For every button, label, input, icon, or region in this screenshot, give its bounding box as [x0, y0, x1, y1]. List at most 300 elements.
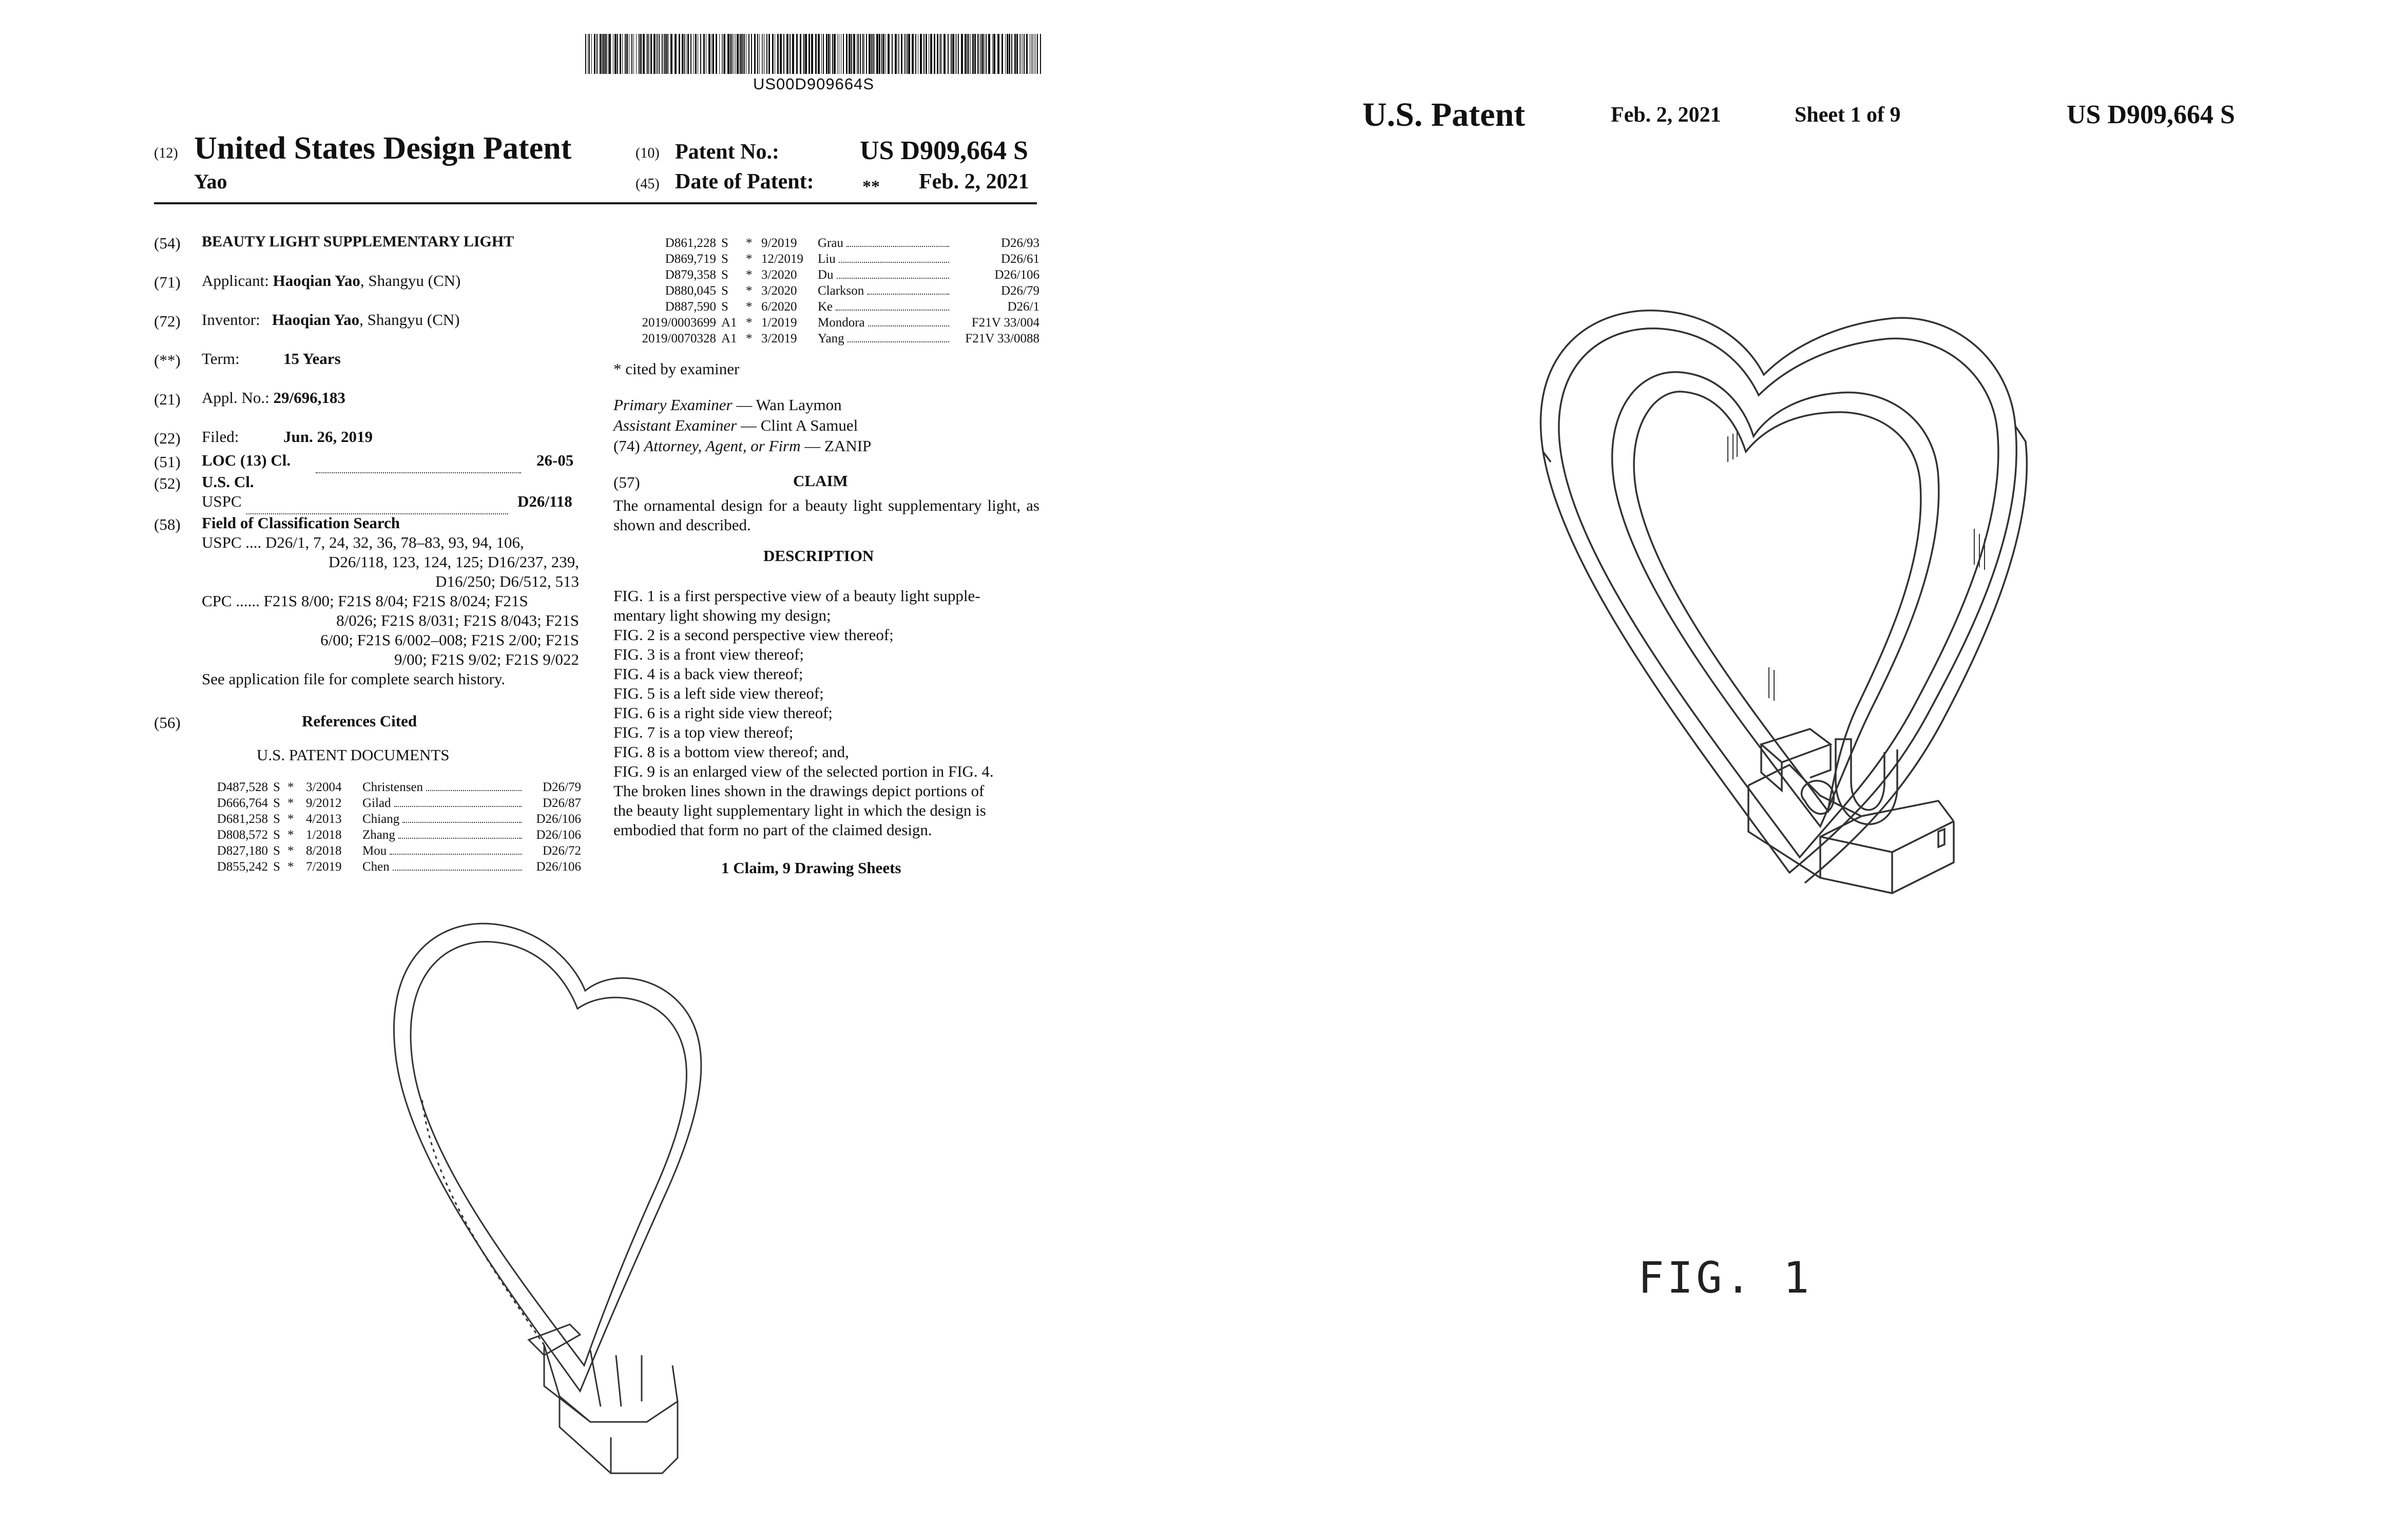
- barcode-bar: [622, 34, 623, 74]
- inventor-name: Haoqian Yao: [272, 311, 360, 329]
- barcode-bar: [1020, 34, 1021, 74]
- barcode-bar: [803, 34, 804, 74]
- ref-date: 3/2004: [306, 780, 342, 794]
- barcode-bar: [881, 34, 882, 74]
- barcode-bar: [602, 34, 603, 74]
- barcode-bar: [675, 34, 677, 74]
- ref-name: [818, 315, 952, 331]
- barcode-bar: [609, 34, 611, 74]
- barcode-bar: [940, 34, 941, 74]
- ref-name-text: Mou: [362, 844, 387, 858]
- barcode-bar: [664, 34, 665, 74]
- date-of-patent-label: Date of Patent:: [675, 170, 814, 194]
- description-line: FIG. 3 is a front view thereof;: [613, 645, 804, 663]
- field-code: (**): [154, 351, 181, 369]
- ref-number: D879,358: [665, 268, 716, 282]
- description-line: The broken lines shown in the drawings depict portions of: [613, 782, 985, 800]
- ref-name-text: Yang: [818, 332, 844, 345]
- barcode-bar: [834, 34, 836, 74]
- attorney-agent: [613, 436, 871, 456]
- barcode-bar: [764, 34, 765, 74]
- ref-kind: S: [721, 284, 728, 298]
- references-table-right: [613, 235, 1039, 346]
- ref-cited-mark: *: [746, 268, 753, 282]
- ref-kind: S: [721, 236, 728, 250]
- barcode-bar: [912, 34, 914, 74]
- ref-name-text: Clarkson: [818, 284, 864, 298]
- description-text: [613, 586, 1039, 840]
- figure-1-drawing: [1502, 287, 2231, 1099]
- ref-number: 2019/0003699: [642, 316, 716, 330]
- barcode-bar: [958, 34, 959, 74]
- barcode-bar: [780, 34, 782, 74]
- barcode-bar: [730, 34, 731, 74]
- barcode-bar: [1011, 34, 1012, 74]
- barcode-bar: [967, 34, 968, 74]
- date-code: (45): [635, 176, 660, 192]
- ref-name-text: Mondora: [818, 316, 865, 330]
- claim-text: The ornamental design for a beauty light supplementary light, as shown and described.: [613, 496, 1039, 534]
- barcode-bar: [974, 34, 976, 74]
- barcode-bar: [1007, 34, 1008, 74]
- barcode-bar: [740, 34, 742, 74]
- ref-class: D26/93: [1001, 236, 1039, 250]
- barcode-bar: [646, 34, 647, 74]
- references-table-left: [191, 779, 581, 875]
- inventor-label: Inventor:: [202, 311, 260, 329]
- reference-row: [613, 315, 1039, 331]
- ref-date: 4/2013: [306, 812, 342, 826]
- ref-name: [818, 331, 952, 346]
- ref-date: 3/2020: [761, 268, 797, 282]
- ref-number: D487,528: [217, 780, 268, 794]
- barcode-bar: [662, 34, 663, 74]
- barcode-bar: [640, 34, 642, 74]
- us-cl-label: U.S. Cl.: [202, 473, 254, 491]
- barcode-bar: [731, 34, 733, 74]
- ref-number: D808,572: [217, 828, 268, 842]
- barcode-bar: [687, 34, 689, 74]
- date-of-patent: Feb. 2, 2021: [919, 170, 1029, 194]
- ref-cited-mark: *: [746, 316, 753, 330]
- barcode-bar: [600, 34, 601, 74]
- barcode-bar: [1002, 34, 1003, 74]
- field-code: (74): [613, 437, 640, 455]
- claims-sheets-summary: 1 Claim, 9 Drawing Sheets: [721, 859, 901, 877]
- barcode-bar: [617, 34, 618, 74]
- ref-name: [818, 235, 952, 251]
- patent-number: US D909,664 S: [860, 136, 1028, 165]
- sheet-header-sheet: Sheet 1 of 9: [1795, 103, 1901, 127]
- ref-class: D26/106: [536, 860, 581, 874]
- reference-row: [191, 795, 581, 811]
- barcode-bar: [748, 34, 749, 74]
- barcode-bar: [589, 34, 590, 74]
- header-rule: [154, 202, 1037, 204]
- primary-examiner-name: — Wan Laymon: [736, 396, 842, 414]
- barcode-bar: [792, 34, 794, 74]
- search-history-note: See application file for complete search history.: [202, 670, 506, 688]
- ref-date: 7/2019: [306, 860, 342, 874]
- ref-cited-mark: *: [746, 252, 753, 266]
- barcode-bar: [796, 34, 798, 74]
- ref-date: 12/2019: [761, 252, 803, 266]
- ref-class: F21V 33/0088: [965, 332, 1039, 345]
- barcode-bar: [650, 34, 652, 74]
- ref-kind: S: [273, 844, 280, 858]
- barcode-bar: [846, 34, 848, 74]
- ref-number: D869,719: [665, 252, 716, 266]
- ref-name: [362, 811, 525, 827]
- barcode-bar: [818, 34, 820, 74]
- reference-row: [191, 827, 581, 843]
- barcode-bar: [826, 34, 827, 74]
- ref-class: D26/87: [543, 796, 581, 810]
- barcode-bar: [860, 34, 861, 74]
- barcode-bar: [789, 34, 791, 74]
- barcode-bar: [843, 34, 844, 74]
- barcode-bar: [620, 34, 621, 74]
- sheet-header-title: U.S. Patent: [1362, 96, 1526, 133]
- barcode-bar: [1032, 34, 1033, 74]
- term-field: [202, 349, 240, 369]
- ref-class: D26/106: [536, 812, 581, 826]
- barcode-bar: [883, 34, 884, 74]
- barcode-bar: [1024, 34, 1025, 74]
- front-page-drawing: [359, 893, 852, 1489]
- barcode-bar: [871, 34, 872, 74]
- ref-name: [818, 251, 952, 267]
- ref-number: D855,242: [217, 860, 268, 874]
- barcode-bar: [695, 34, 697, 74]
- ref-cited-mark: *: [287, 860, 294, 874]
- barcode-bar: [1031, 34, 1032, 74]
- barcode-bar: [626, 34, 628, 74]
- barcode-bar: [965, 34, 966, 74]
- ref-kind: A1: [721, 332, 737, 345]
- uspc-line: USPC .... D26/1, 7, 24, 32, 36, 78–83, 93, 94, 106,: [202, 533, 524, 551]
- barcode-bar: [1037, 34, 1038, 74]
- barcode-bar: [830, 34, 831, 74]
- description-line: embodied that form no part of the claimed design.: [613, 821, 932, 839]
- barcode-bar: [832, 34, 833, 74]
- barcode-bar: [862, 34, 863, 74]
- description-line: mentary light showing my design;: [613, 606, 831, 624]
- ref-date: 6/2020: [761, 300, 797, 314]
- barcode-bar: [708, 34, 710, 74]
- filed-value: Jun. 26, 2019: [283, 428, 373, 446]
- description-line: FIG. 5 is a left side view thereof;: [613, 684, 824, 702]
- barcode-bar: [711, 34, 712, 74]
- barcode-bar: [724, 34, 725, 74]
- figure-label: FIG. 1: [1638, 1253, 1813, 1303]
- ref-kind: S: [721, 268, 728, 282]
- barcode-bar: [1016, 34, 1018, 74]
- classification-uspc: [202, 533, 579, 689]
- filed-label: Filed:: [202, 428, 239, 446]
- barcode-bar: [943, 34, 946, 74]
- barcode-bar: [682, 34, 683, 74]
- ref-class: D26/106: [994, 268, 1039, 282]
- barcode-bar: [876, 34, 878, 74]
- ref-name-text: Du: [818, 268, 834, 282]
- barcode-bar: [585, 34, 586, 74]
- reference-row: [613, 283, 1039, 299]
- barcode-bar: [977, 34, 978, 74]
- barcode-bar: [719, 34, 720, 74]
- barcode-bar: [939, 34, 940, 74]
- barcode-bar: [636, 34, 637, 74]
- cpc-line: 6/00; F21S 6/002–008; F21S 2/00; F21S: [320, 631, 579, 649]
- field-code: (21): [154, 390, 181, 408]
- leader-dots: [316, 463, 521, 473]
- barcode-bar: [594, 34, 595, 74]
- appl-no-label: Appl. No.:: [202, 389, 269, 407]
- barcode-bar: [703, 34, 705, 74]
- barcode-bar: [783, 34, 784, 74]
- barcode-bar: [879, 34, 880, 74]
- references-heading: References Cited: [302, 712, 417, 730]
- ref-name-text: Chen: [362, 860, 390, 874]
- ref-name: [362, 827, 525, 843]
- ref-kind: A1: [721, 316, 737, 330]
- ref-cited-mark: *: [746, 300, 753, 314]
- barcode-bar: [808, 34, 810, 74]
- ref-number: D861,228: [665, 236, 716, 250]
- ref-name-text: Grau: [818, 236, 843, 250]
- barcode-bar: [972, 34, 974, 74]
- barcode-bar: [948, 34, 949, 74]
- assistant-examiner-label: Assistant Examiner: [613, 416, 737, 434]
- barcode-bar: [952, 34, 954, 74]
- drawing-sheet-1: [1194, 0, 2388, 1540]
- barcode-bar: [955, 34, 956, 74]
- appl-no-value: 29/696,183: [273, 389, 345, 407]
- barcode-bar: [1035, 34, 1036, 74]
- barcode-bar: [811, 34, 813, 74]
- barcode-bar: [766, 34, 767, 74]
- ref-date: 1/2018: [306, 828, 342, 842]
- field-code: (52): [154, 474, 181, 492]
- ref-name: [818, 299, 952, 315]
- ref-cited-mark: *: [287, 812, 294, 826]
- barcode-bar: [968, 34, 969, 74]
- ref-name-text: Christensen: [362, 780, 423, 794]
- reference-row: [191, 859, 581, 875]
- barcode-bar: [633, 34, 634, 74]
- reference-row: [613, 251, 1039, 267]
- ref-name-text: Ke: [818, 300, 833, 314]
- ref-number: D887,590: [665, 300, 716, 314]
- barcode-bar: [907, 34, 908, 74]
- barcode-bar: [823, 34, 824, 74]
- ref-cited-mark: *: [746, 332, 753, 345]
- field-code: (71): [154, 273, 181, 291]
- barcode-bar: [800, 34, 801, 74]
- ref-date: 8/2018: [306, 844, 342, 858]
- inventor-surname: Yao: [194, 170, 227, 193]
- barcode-bar: [923, 34, 925, 74]
- description-line: FIG. 6 is a right side view thereof;: [613, 704, 833, 722]
- applicant-field: [202, 271, 460, 291]
- barcode-bar: [956, 34, 957, 74]
- ref-name: [362, 843, 525, 859]
- attorney-label: Attorney, Agent, or Firm: [644, 437, 801, 455]
- barcode-bar: [742, 34, 743, 74]
- barcode-bar: [866, 34, 867, 74]
- barcode-bar: [961, 34, 963, 74]
- ref-name: [362, 779, 525, 795]
- barcode-bar: [901, 34, 902, 74]
- barcode-bar: [986, 34, 987, 74]
- ref-class: D26/79: [543, 780, 581, 794]
- barcode-bar: [679, 34, 680, 74]
- loc-label: LOC (13) Cl.: [202, 451, 291, 469]
- ref-kind: S: [273, 828, 280, 842]
- barcode-bar: [970, 34, 971, 74]
- barcode-bar: [873, 34, 874, 74]
- barcode-bar: [712, 34, 714, 74]
- barcode-bar: [768, 34, 770, 74]
- barcode-bar: [631, 34, 632, 74]
- description-line: FIG. 2 is a second perspective view thereof;: [613, 626, 894, 644]
- uspc-label: USPC: [202, 492, 242, 510]
- ref-number: 2019/0070328: [642, 332, 716, 345]
- ref-name-text: Liu: [818, 252, 836, 266]
- barcode-bar: [639, 34, 640, 74]
- ref-name: [818, 267, 952, 283]
- barcode-bar: [934, 34, 935, 74]
- barcode-bar: [667, 34, 668, 74]
- ref-cited-mark: *: [287, 844, 294, 858]
- ref-kind: S: [273, 796, 280, 810]
- barcode-bar: [915, 34, 916, 74]
- barcode-bar: [1005, 34, 1006, 74]
- barcode-bar: [885, 34, 886, 74]
- barcode-bar: [988, 34, 990, 74]
- loc-value: 26-05: [536, 451, 574, 469]
- uspc-line: D26/118, 123, 124, 125; D16/237, 239,: [329, 553, 579, 571]
- barcode-bar: [659, 34, 660, 74]
- barcode-bar: [1019, 34, 1020, 74]
- ref-number: D681,258: [217, 812, 268, 826]
- date-marker: **: [862, 177, 880, 196]
- barcode-bar: [653, 34, 656, 74]
- ref-number: D880,045: [665, 284, 716, 298]
- ref-date: 1/2019: [761, 316, 797, 330]
- reference-row: [191, 811, 581, 827]
- barcode-bar: [888, 34, 890, 74]
- applicant-label: Applicant:: [202, 272, 269, 290]
- ref-class: D26/106: [536, 828, 581, 842]
- barcode-bar: [853, 34, 855, 74]
- ref-kind: S: [273, 812, 280, 826]
- barcode-bar: [591, 34, 592, 74]
- barcode-bar: [751, 34, 752, 74]
- ref-date: 9/2012: [306, 796, 342, 810]
- barcode-image: [585, 34, 1042, 74]
- barcode-bar: [690, 34, 691, 74]
- description-line: FIG. 8 is a bottom view thereof; and,: [613, 743, 849, 761]
- barcode-bar: [1014, 34, 1016, 74]
- ref-class: D26/79: [1001, 284, 1039, 298]
- barcode-bar: [786, 34, 788, 74]
- barcode-bar: [980, 34, 981, 74]
- barcode-bar: [754, 34, 756, 74]
- inventor-field: [202, 310, 460, 330]
- reference-row: [613, 235, 1039, 251]
- reference-row: [191, 779, 581, 795]
- barcode-bar: [737, 34, 739, 74]
- ref-cited-mark: *: [287, 828, 294, 842]
- sheet-header-date: Feb. 2, 2021: [1611, 103, 1721, 127]
- ref-cited-mark: *: [287, 780, 294, 794]
- barcode-bar: [984, 34, 985, 74]
- barcode-bar: [716, 34, 717, 74]
- barcode-number: US00D909664S: [753, 75, 875, 93]
- ref-name: [818, 283, 952, 299]
- barcode-bar: [625, 34, 626, 74]
- ref-kind: S: [273, 860, 280, 874]
- reference-row: [613, 331, 1039, 346]
- description-line: FIG. 1 is a first perspective view of a beauty light supple-: [613, 587, 980, 605]
- barcode-bar: [828, 34, 830, 74]
- ref-name: [362, 795, 525, 811]
- assistant-examiner-name: — Clint A Samuel: [741, 416, 858, 434]
- ref-date: 3/2019: [761, 332, 797, 345]
- sheet-header-number: US D909,664 S: [2067, 100, 2235, 129]
- patent-no-code: (10): [635, 145, 660, 161]
- barcode-bar: [772, 34, 774, 74]
- applicant-location: , Shangyu (CN): [360, 272, 461, 290]
- barcode-bar: [993, 34, 995, 74]
- barcode-bar: [647, 34, 648, 74]
- cited-by-examiner-note: * cited by examiner: [613, 360, 740, 378]
- barcode-bar: [874, 34, 875, 74]
- barcode-bar: [739, 34, 740, 74]
- description-line: the beauty light supplementary light in which the design is: [613, 801, 986, 819]
- field-code: (57): [613, 473, 640, 491]
- barcode-bar: [937, 34, 938, 74]
- barcode-bar: [930, 34, 932, 74]
- cpc-line: 8/026; F21S 8/031; F21S 8/043; F21S: [336, 611, 579, 629]
- ref-class: D26/61: [1001, 252, 1039, 266]
- ref-date: 3/2020: [761, 284, 797, 298]
- barcode-bar: [735, 34, 736, 74]
- ref-class: F21V 33/004: [971, 316, 1039, 330]
- field-code: (51): [154, 453, 181, 471]
- barcode-bar: [904, 34, 906, 74]
- kind-code: (12): [154, 145, 178, 161]
- barcode-bar: [665, 34, 667, 74]
- barcode-bar: [1009, 34, 1010, 74]
- ref-kind: S: [721, 300, 728, 314]
- barcode-bar: [1022, 34, 1023, 74]
- barcode-bar: [805, 34, 807, 74]
- ref-kind: S: [273, 780, 280, 794]
- field-code: (22): [154, 429, 181, 447]
- primary-examiner: [613, 395, 842, 415]
- classification-heading: Field of Classification Search: [202, 514, 400, 532]
- term-value: 15 Years: [283, 350, 341, 368]
- field-code: (54): [154, 234, 181, 252]
- us-cl-value: D26/118: [517, 492, 572, 510]
- field-code: (56): [154, 714, 181, 732]
- primary-examiner-label: Primary Examiner: [613, 396, 733, 414]
- barcode-bar: [643, 34, 645, 74]
- barcode-bar: [1026, 34, 1028, 74]
- barcode-bar: [920, 34, 922, 74]
